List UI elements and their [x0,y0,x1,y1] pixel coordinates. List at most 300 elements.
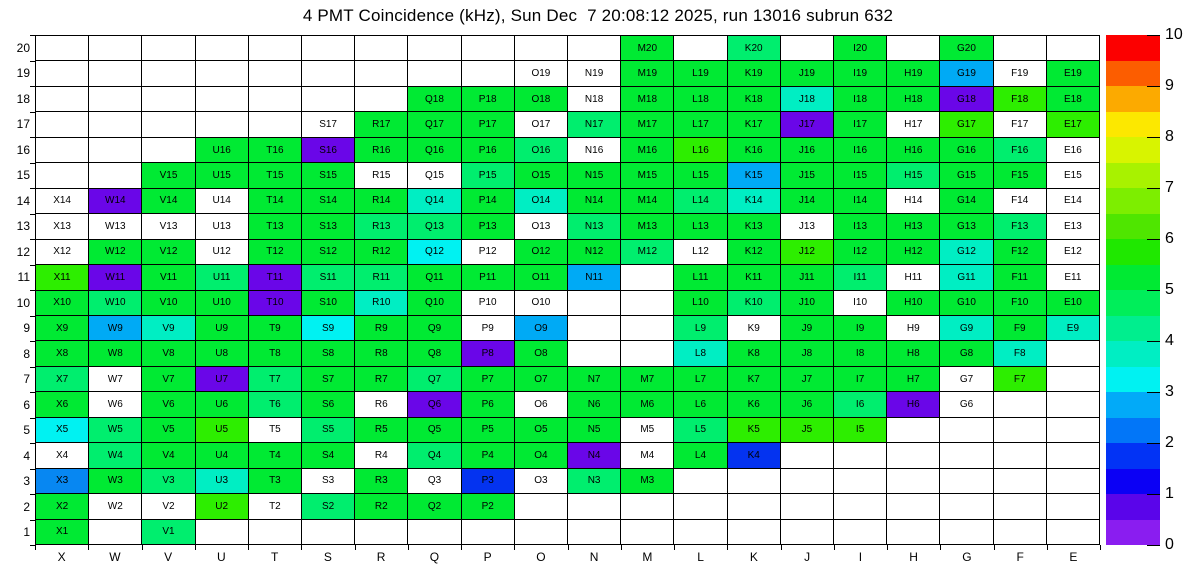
grid-cell: K17 [728,112,780,136]
colorbar-segment [1106,341,1160,367]
grid-cell: Q12 [408,240,460,264]
y-axis-tick [30,188,35,189]
grid-cell: I9 [834,316,886,340]
y-axis-label: 13 [16,219,30,234]
grid-cell: Q8 [408,341,460,365]
grid-cell [249,36,301,60]
grid-cell [36,87,88,111]
x-axis-label: E [1069,550,1078,564]
grid-cell: I15 [834,163,886,187]
grid-cell: W4 [89,443,141,467]
grid-cell: V4 [142,443,194,467]
grid-cell [940,469,992,493]
grid-cell: T8 [249,341,301,365]
grid-cell: T15 [249,163,301,187]
x-axis-tick [621,545,622,550]
grid-cell: M16 [621,138,673,162]
grid-cell: P13 [462,214,514,238]
grid-cell: R14 [355,189,407,213]
grid-cell: L11 [674,265,726,289]
grid-cell: T4 [249,443,301,467]
x-axis-label: R [376,550,386,564]
x-axis-tick [142,545,143,550]
grid-cell [302,61,354,85]
x-axis-label: U [217,550,226,564]
grid-cell [462,520,514,544]
grid-cell [355,87,407,111]
y-axis-label: 17 [16,117,30,132]
grid-cell: I8 [834,341,886,365]
x-axis-tick [727,545,728,550]
grid-cell: N11 [568,265,620,289]
colorbar-tick [1147,86,1160,87]
grid-cell: V3 [142,469,194,493]
grid-cell: K8 [728,341,780,365]
grid-cell: W9 [89,316,141,340]
grid-cell [674,469,726,493]
grid-cell [142,61,194,85]
y-axis-tick [30,61,35,62]
grid-cell: H13 [887,214,939,238]
y-axis-label: 5 [23,423,30,438]
grid-cell: Q7 [408,367,460,391]
grid-cell [196,112,248,136]
grid-cell: N16 [568,138,620,162]
x-axis-tick [195,545,196,550]
grid-cell [887,494,939,518]
colorbar-tick [1147,545,1160,546]
grid-cell [887,418,939,442]
grid-cell: M7 [621,367,673,391]
grid-cell [89,36,141,60]
grid-cell [1047,494,1099,518]
colorbar-segment [1106,35,1160,61]
grid-cell: K4 [728,443,780,467]
grid-cell: J17 [781,112,833,136]
heatmap-grid [35,35,1100,545]
grid-cell: J16 [781,138,833,162]
grid-cell: O8 [515,341,567,365]
grid-cell: L12 [674,240,726,264]
y-axis-label: 20 [16,40,30,55]
grid-cell: H18 [887,87,939,111]
grid-cell: S12 [302,240,354,264]
grid-cell [355,36,407,60]
grid-cell: P5 [462,418,514,442]
grid-cell [887,443,939,467]
grid-cell: V7 [142,367,194,391]
grid-cell [994,36,1046,60]
grid-cell: H17 [887,112,939,136]
grid-cell: V14 [142,189,194,213]
grid-cell [1047,443,1099,467]
y-axis-tick [30,239,35,240]
grid-cell: P16 [462,138,514,162]
grid-cell: J18 [781,87,833,111]
grid-cell: P15 [462,163,514,187]
x-axis-tick [994,545,995,550]
grid-cell [994,418,1046,442]
grid-cell: T13 [249,214,301,238]
y-axis-tick [30,265,35,266]
grid-cell [568,36,620,60]
colorbar-tick [1147,443,1160,444]
grid-cell: V8 [142,341,194,365]
grid-cell: X11 [36,265,88,289]
grid-cell: E9 [1047,316,1099,340]
grid-cell: U16 [196,138,248,162]
grid-cell [89,112,141,136]
grid-cell: M13 [621,214,673,238]
grid-cell: E15 [1047,163,1099,187]
grid-cell [355,520,407,544]
colorbar-segment [1106,469,1160,495]
grid-cell: R17 [355,112,407,136]
colorbar-segment [1106,316,1160,342]
grid-cell: Q2 [408,494,460,518]
grid-cell: G11 [940,265,992,289]
grid-cell: E12 [1047,240,1099,264]
grid-cell: X10 [36,291,88,315]
x-axis-label: T [270,550,279,564]
grid-cell: F11 [994,265,1046,289]
grid-cell [887,520,939,544]
grid-cell [887,36,939,60]
colorbar-segment [1106,239,1160,265]
grid-cell: W12 [89,240,141,264]
grid-cell: M19 [621,61,673,85]
grid-cell: X13 [36,214,88,238]
colorbar-tick-label: 4 [1165,332,1174,349]
grid-cell: N4 [568,443,620,467]
grid-cell: M15 [621,163,673,187]
grid-cell: R4 [355,443,407,467]
colorbar-segment [1106,61,1160,87]
grid-cell: E18 [1047,87,1099,111]
chart-title: 4 PMT Coincidence (kHz), Sun Dec 7 20:08:12 2025, run 13016 subrun 632 [302,6,894,25]
grid-cell: R16 [355,138,407,162]
grid-cell: F7 [994,367,1046,391]
x-axis-label: G [962,550,972,564]
grid-cell [515,494,567,518]
grid-cell: O17 [515,112,567,136]
colorbar-tick [1147,137,1160,138]
grid-cell: L18 [674,87,726,111]
grid-cell [621,291,673,315]
grid-cell: S2 [302,494,354,518]
grid-cell: R12 [355,240,407,264]
colorbar-segment [1106,137,1160,163]
grid-cell: N15 [568,163,620,187]
grid-cell: O12 [515,240,567,264]
grid-cell: I11 [834,265,886,289]
grid-cell: F18 [994,87,1046,111]
y-axis-label: 7 [23,372,30,387]
x-axis-label: J [804,550,811,564]
grid-cell: F19 [994,61,1046,85]
grid-cell: G10 [940,291,992,315]
grid-cell: E13 [1047,214,1099,238]
grid-cell: I20 [834,36,886,60]
grid-cell: Q4 [408,443,460,467]
grid-cell [1047,520,1099,544]
grid-cell [568,520,620,544]
grid-cell [408,520,460,544]
x-axis-label: O [536,550,546,564]
grid-cell: H14 [887,189,939,213]
y-axis-label: 18 [16,91,30,106]
grid-cell: I16 [834,138,886,162]
grid-cell [887,469,939,493]
grid-cell: J8 [781,341,833,365]
grid-cell [196,36,248,60]
grid-cell: L16 [674,138,726,162]
grid-cell: O14 [515,189,567,213]
grid-cell: F10 [994,291,1046,315]
grid-cell: L17 [674,112,726,136]
x-axis-label: M [642,550,653,564]
grid-cell: R2 [355,494,407,518]
grid-cell: U8 [196,341,248,365]
grid-cell [568,341,620,365]
grid-cell: V11 [142,265,194,289]
y-axis-tick [30,163,35,164]
colorbar-tick-label: 7 [1165,179,1174,196]
y-axis-tick [30,214,35,215]
grid-cell [408,36,460,60]
colorbar-segment [1106,112,1160,138]
grid-cell: U5 [196,418,248,442]
grid-cell: G15 [940,163,992,187]
grid-cell: K6 [728,392,780,416]
x-axis-tick [1047,545,1048,550]
grid-cell: E11 [1047,265,1099,289]
grid-cell: R11 [355,265,407,289]
grid-cell [621,316,673,340]
x-axis-tick [514,545,515,550]
grid-cell: V6 [142,392,194,416]
y-axis-tick [30,112,35,113]
x-axis-tick [301,545,302,550]
colorbar-tick-label: 10 [1165,26,1183,43]
grid-cell: O10 [515,291,567,315]
grid-cell: I10 [834,291,886,315]
grid-cell: F14 [994,189,1046,213]
grid-cell: X3 [36,469,88,493]
grid-cell: G13 [940,214,992,238]
grid-cell: G8 [940,341,992,365]
grid-cell [621,520,673,544]
grid-cell: S11 [302,265,354,289]
colorbar-segment [1106,188,1160,214]
grid-cell: O7 [515,367,567,391]
x-axis-label: K [749,550,758,564]
grid-cell: R10 [355,291,407,315]
grid-cell: K13 [728,214,780,238]
grid-cell [515,36,567,60]
grid-cell: R8 [355,341,407,365]
grid-cell: S4 [302,443,354,467]
grid-cell: K11 [728,265,780,289]
grid-cell: P4 [462,443,514,467]
grid-cell: R3 [355,469,407,493]
grid-cell: M17 [621,112,673,136]
grid-cell: J5 [781,418,833,442]
y-axis-tick [30,520,35,521]
grid-cell [994,520,1046,544]
y-axis-label: 12 [16,244,30,259]
grid-cell: Q15 [408,163,460,187]
grid-cell: E19 [1047,61,1099,85]
grid-cell [621,341,673,365]
grid-cell: K12 [728,240,780,264]
grid-cell: Q17 [408,112,460,136]
grid-cell: T11 [249,265,301,289]
grid-cell: S16 [302,138,354,162]
grid-cell [781,36,833,60]
grid-cell: G19 [940,61,992,85]
grid-cell: J13 [781,214,833,238]
x-axis-label: N [589,550,599,564]
y-axis-tick [30,316,35,317]
x-axis-label: P [483,550,492,564]
grid-cell: T3 [249,469,301,493]
grid-cell: Q6 [408,392,460,416]
grid-cell: Q13 [408,214,460,238]
grid-cell: L19 [674,61,726,85]
y-axis-label: 19 [16,66,30,81]
grid-cell: T2 [249,494,301,518]
grid-cell: O4 [515,443,567,467]
x-axis-label: W [109,550,121,564]
grid-cell: H10 [887,291,939,315]
y-axis-label: 4 [23,448,30,463]
grid-cell: U11 [196,265,248,289]
x-axis-tick [781,545,782,550]
grid-cell [355,61,407,85]
grid-cell: P11 [462,265,514,289]
x-axis-tick [88,545,89,550]
grid-cell: L14 [674,189,726,213]
colorbar-tick-label: 3 [1165,383,1174,400]
colorbar-segment [1106,392,1160,418]
grid-cell: S8 [302,341,354,365]
grid-cell: O11 [515,265,567,289]
grid-cell: I6 [834,392,886,416]
grid-cell: Q5 [408,418,460,442]
grid-cell: J6 [781,392,833,416]
grid-cell: W8 [89,341,141,365]
grid-cell: N17 [568,112,620,136]
grid-cell [302,87,354,111]
grid-cell: O3 [515,469,567,493]
grid-cell [781,443,833,467]
grid-cell: L9 [674,316,726,340]
grid-cell: X1 [36,520,88,544]
y-axis-label: 1 [23,525,30,540]
grid-cell: O6 [515,392,567,416]
grid-cell: K9 [728,316,780,340]
grid-cell: P8 [462,341,514,365]
grid-cell: S13 [302,214,354,238]
grid-cell: P9 [462,316,514,340]
grid-cell: U3 [196,469,248,493]
grid-cell: W7 [89,367,141,391]
grid-cell: O15 [515,163,567,187]
grid-cell: P3 [462,469,514,493]
grid-cell: U2 [196,494,248,518]
grid-cell: V9 [142,316,194,340]
colorbar-tick [1147,392,1160,393]
grid-cell: X5 [36,418,88,442]
y-axis-tick [30,341,35,342]
grid-cell: S7 [302,367,354,391]
grid-cell [302,36,354,60]
grid-cell: U14 [196,189,248,213]
grid-cell: J7 [781,367,833,391]
x-axis-tick [940,545,941,550]
grid-cell [36,61,88,85]
grid-cell [36,138,88,162]
grid-cell [196,87,248,111]
grid-cell: W6 [89,392,141,416]
grid-cell: F8 [994,341,1046,365]
grid-cell [781,520,833,544]
grid-cell [781,469,833,493]
grid-cell: N12 [568,240,620,264]
grid-cell [568,316,620,340]
y-axis-tick [30,367,35,368]
grid-cell [249,112,301,136]
grid-cell: N13 [568,214,620,238]
grid-cell: K14 [728,189,780,213]
grid-cell: N14 [568,189,620,213]
grid-cell: L13 [674,214,726,238]
grid-cell: U12 [196,240,248,264]
grid-cell: F16 [994,138,1046,162]
y-axis-tick [30,86,35,87]
grid-cell: X14 [36,189,88,213]
y-axis-label: 14 [16,193,30,208]
grid-cell: T7 [249,367,301,391]
grid-cell: J9 [781,316,833,340]
y-axis-tick [30,392,35,393]
y-axis-label: 15 [16,168,30,183]
grid-cell [408,61,460,85]
grid-cell [1047,418,1099,442]
grid-cell: Q9 [408,316,460,340]
x-axis-tick [568,545,569,550]
grid-cell: P10 [462,291,514,315]
grid-cell: F13 [994,214,1046,238]
grid-cell: G9 [940,316,992,340]
grid-cell: G17 [940,112,992,136]
x-axis-tick [35,545,36,550]
y-axis-tick [30,137,35,138]
x-axis-label: I [858,550,863,564]
grid-cell [142,36,194,60]
grid-cell: F15 [994,163,1046,187]
grid-cell [1047,36,1099,60]
grid-cell: Q3 [408,469,460,493]
grid-cell: U6 [196,392,248,416]
grid-cell: M14 [621,189,673,213]
x-axis-tick [834,545,835,550]
grid-cell: S6 [302,392,354,416]
grid-cell: U7 [196,367,248,391]
grid-cell: P6 [462,392,514,416]
grid-cell [621,265,673,289]
